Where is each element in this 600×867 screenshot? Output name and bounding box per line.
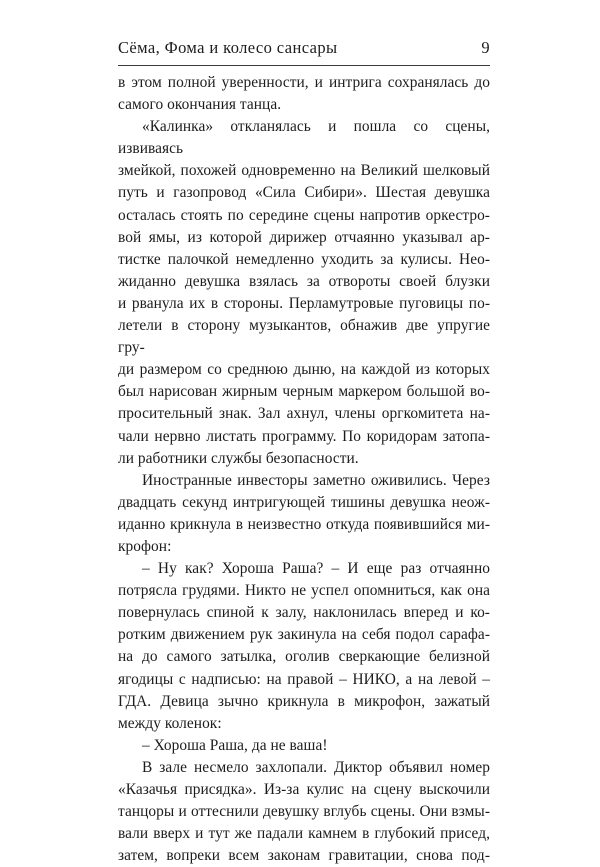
text-line: летели в сторону музыкантов, обнажив две упругие гру-: [118, 317, 490, 357]
header-divider: [118, 65, 490, 66]
text-line: крофон:: [118, 537, 172, 555]
text-line: осталась стоять по середине сцены напротив оркестро-: [118, 206, 490, 224]
text-line: ротким движением рук закинула на себя подол сарафа-: [118, 626, 490, 644]
running-header: [118, 38, 490, 60]
text-line: – Хороша Раша, да не ваша!: [142, 736, 328, 754]
text-line: между коленок:: [118, 714, 222, 732]
text-line: «Калинка» откланялась и пошла со сцены, извиваясь: [118, 118, 490, 158]
text-line: путь и газопровод «Сила Сибири». Шестая девушка: [118, 184, 490, 202]
text-line: змейкой, похожей одновременно на Великий шелковый: [118, 162, 490, 180]
text-line: жиданно девушка взялась за отвороты своей блузки: [118, 272, 490, 290]
text-line: ли работники службы безопасности.: [118, 449, 359, 467]
text-line: ГДА. Девица зычно крикнула в микрофон, зажатый: [118, 692, 490, 710]
text-line: тистке палочкой немедленно уходить за кулисы. Нео-: [118, 250, 490, 268]
text-line: ягодицы с надписью: на правой – НИКО, а на левой –: [118, 670, 490, 688]
text-line: в этом полной уверенности, и интрига сохранялась до: [118, 74, 490, 91]
text-line: был нарисован жирным черным маркером большой во-: [118, 383, 490, 401]
text-line: повернулась спиной к залу, наклонилась вперед и ко-: [118, 604, 490, 622]
text-line: вали вверх и тут же падали камнем в глубокий присед,: [118, 825, 490, 843]
text-line: В зале несмело захлопали. Диктор объявил номер: [142, 758, 490, 776]
running-title: Сёма, Фома и колесо сансары: [118, 38, 338, 57]
text-line: танцоры и оттеснили девушку вглубь сцены. Они взмы-: [118, 803, 490, 821]
text-line: просительный знак. Зал ахнул, члены оргкомитета на-: [118, 405, 490, 423]
text-line: Иностранные инвесторы заметно оживились. Через: [142, 471, 490, 489]
text-line: иданно крикнула в неизвестно откуда появившийся ми-: [118, 515, 490, 533]
text-line: – Ну как? Хороша Раша? – И еще раз отчаянно: [142, 560, 490, 578]
text-line: на до самого затылка, оголив сверкающие белизной: [118, 648, 490, 666]
text-line: двадцать секунд интригующей тишины девушка неож-: [118, 493, 490, 511]
page-number: 9: [481, 38, 490, 57]
body-text: [118, 72, 490, 867]
text-line: ди размером со среднюю дыню, на каждой из которых: [118, 361, 490, 379]
text-line: и рванула их в стороны. Перламутровые пуговицы по-: [118, 294, 490, 312]
text-line: самого окончания танца.: [118, 96, 282, 114]
text-line: чали нервно листать программу. По коридорам затопа-: [118, 427, 490, 445]
text-line: потрясла грудями. Никто не успел опомниться, как она: [118, 582, 490, 600]
text-line: вой ямы, из которой дирижер отчаянно указывал ар-: [118, 228, 490, 246]
text-line: затем, вопреки всем законам гравитации, снова под-: [118, 847, 490, 865]
text-line: «Казачья присядка». Из-за кулис на сцену выскочили: [118, 781, 490, 798]
